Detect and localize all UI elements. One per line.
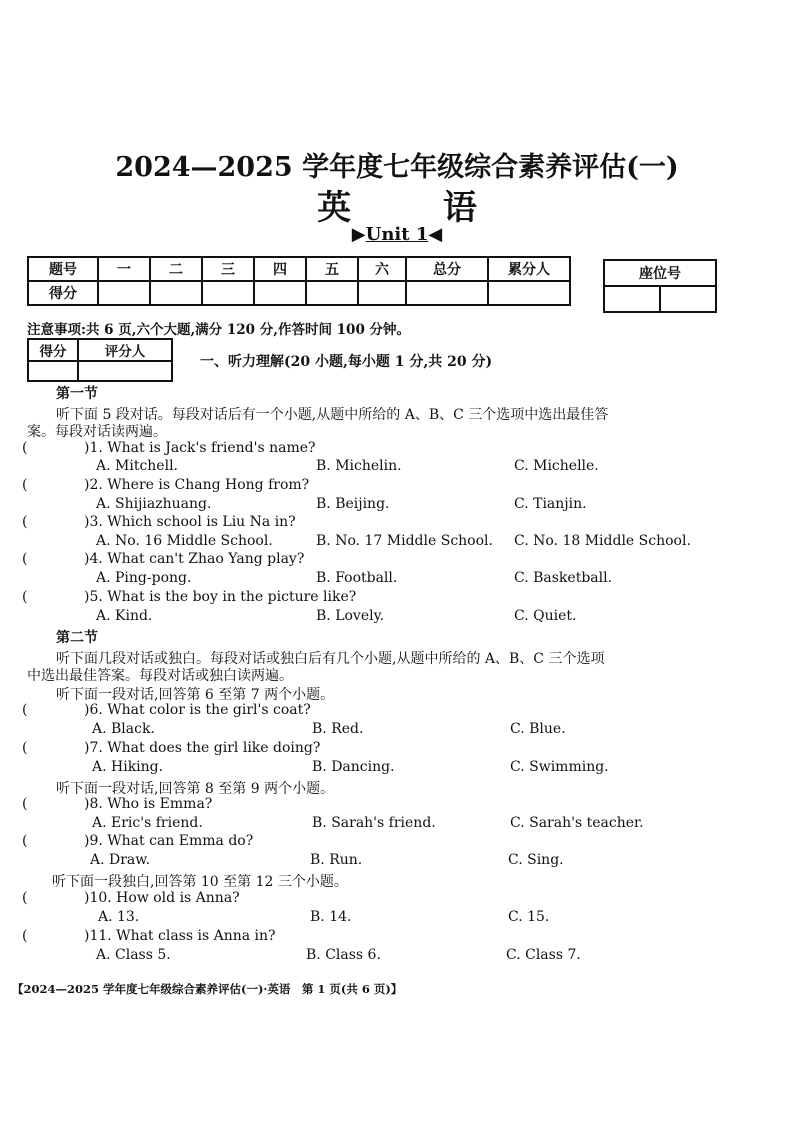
option-a: A. Hiking.	[92, 759, 164, 775]
option-a: A. Eric's friend.	[92, 815, 203, 831]
exam-title: 2024—2025 学年度七年级综合素养评估(一)	[115, 152, 679, 183]
option-c: C. No. 18 Middle School.	[514, 533, 691, 549]
option-a: A. Mitchell.	[96, 458, 178, 474]
option-a: A. Kind.	[96, 608, 153, 624]
score-cell[interactable]	[202, 281, 254, 305]
answer-blank[interactable]: (	[22, 833, 28, 849]
option-a: A. Black.	[92, 721, 155, 737]
option-b: B. Sarah's friend.	[312, 815, 436, 831]
option-c: C. Blue.	[510, 721, 566, 737]
score-col-6: 六	[358, 257, 406, 281]
answer-blank[interactable]: (	[22, 440, 28, 456]
answer-blank[interactable]: (	[22, 928, 28, 944]
sub-instruction-10-12: 听下面一段独白,回答第 10 至第 12 三个小题。	[52, 874, 348, 890]
score-cell[interactable]	[98, 281, 150, 305]
option-c: C. Swimming.	[510, 759, 609, 775]
option-c: C. Quiet.	[514, 608, 577, 624]
part2-instruction-cont: 中选出最佳答案。每段对话或独白读两遍。	[27, 668, 293, 684]
question-11	[22, 928, 276, 944]
score-cell[interactable]	[358, 281, 406, 305]
option-a: A. 13.	[98, 909, 140, 925]
score-row-label: 得分	[28, 281, 98, 305]
section-title-listening: 一、听力理解(20 小题,每小题 1 分,共 20 分)	[200, 354, 493, 370]
score-table-header-row	[28, 257, 570, 281]
option-b: B. Lovely.	[316, 608, 385, 624]
question-stem: )6. What color is the girl's coat?	[84, 702, 311, 718]
option-b: B. 14.	[310, 909, 352, 925]
option-b: B. Class 6.	[306, 947, 381, 963]
seat-number-cell[interactable]	[660, 286, 716, 312]
question-4	[22, 551, 304, 567]
score-table	[27, 256, 571, 306]
option-a: A. Class 5.	[96, 947, 171, 963]
score-cell[interactable]	[306, 281, 358, 305]
question-stem: )5. What is the boy in the picture like?	[84, 589, 357, 605]
question-2	[22, 477, 309, 493]
question-stem: )9. What can Emma do?	[84, 833, 254, 849]
option-c: C. Tianjin.	[514, 496, 587, 512]
question-5	[22, 589, 356, 605]
option-b: B. Run.	[310, 852, 363, 868]
score-col-4: 四	[254, 257, 306, 281]
score-table-score-row	[28, 281, 570, 305]
exam-notice: 注意事项:共 6 页,六个大题,满分 120 分,作答时间 100 分钟。	[27, 322, 411, 338]
question-stem: )11. What class is Anna in?	[84, 928, 276, 944]
option-b: B. Red.	[312, 721, 364, 737]
option-b: B. Beijing.	[316, 496, 390, 512]
answer-blank[interactable]: (	[22, 702, 28, 718]
score-cell[interactable]	[488, 281, 570, 305]
seat-number-box	[603, 259, 717, 313]
unit-right-arrow: ◀	[428, 224, 443, 245]
unit-name: Unit 1	[365, 224, 429, 245]
score-cell[interactable]	[150, 281, 202, 305]
score-col-3: 三	[202, 257, 254, 281]
option-a: A. Ping-pong.	[96, 570, 192, 586]
grader-box	[27, 338, 173, 382]
answer-blank[interactable]: (	[22, 890, 28, 906]
grader-score-label: 得分	[28, 339, 78, 361]
option-a: A. Shijiazhuang.	[96, 496, 212, 512]
score-cell[interactable]	[406, 281, 488, 305]
option-c: C. Sing.	[508, 852, 564, 868]
question-9	[22, 833, 253, 849]
part1-instruction-cont: 案。每段对话读两遍。	[27, 424, 167, 440]
grader-score-cell[interactable]	[28, 361, 78, 381]
subject-title: 英 语	[317, 188, 517, 228]
score-col-total: 总分	[406, 257, 488, 281]
part2-title: 第二节	[56, 630, 98, 646]
score-col-2: 二	[150, 257, 202, 281]
question-stem: )10. How old is Anna?	[84, 890, 240, 906]
answer-blank[interactable]: (	[22, 796, 28, 812]
option-c: C. Basketball.	[514, 570, 613, 586]
question-3	[22, 514, 296, 530]
question-stem: )3. Which school is Liu Na in?	[84, 514, 296, 530]
question-1	[22, 440, 316, 456]
option-c: C. Michelle.	[514, 458, 599, 474]
part2-instruction: 听下面几段对话或独白。每段对话或独白后有几个小题,从题中所给的 A、B、C 三个选项	[56, 651, 605, 667]
option-b: B. Michelin.	[316, 458, 402, 474]
grader-name-label: 评分人	[78, 339, 172, 361]
option-a: A. Draw.	[90, 852, 151, 868]
option-b: B. Football.	[316, 570, 398, 586]
option-c: C. 15.	[508, 909, 550, 925]
part1-title: 第一节	[56, 386, 98, 402]
question-stem: )2. Where is Chang Hong from?	[84, 477, 310, 493]
option-b: B. Dancing.	[312, 759, 395, 775]
question-stem: )8. Who is Emma?	[84, 796, 213, 812]
option-c: C. Class 7.	[506, 947, 581, 963]
question-stem: )4. What can't Zhao Yang play?	[84, 551, 305, 567]
answer-blank[interactable]: (	[22, 740, 28, 756]
sub-instruction-8-9: 听下面一段对话,回答第 8 至第 9 两个小题。	[56, 781, 335, 797]
score-row-label: 题号	[28, 257, 98, 281]
seat-number-cell[interactable]	[604, 286, 660, 312]
answer-blank[interactable]: (	[22, 477, 28, 493]
question-stem: )7. What does the girl like doing?	[84, 740, 321, 756]
question-10	[22, 890, 240, 906]
answer-blank[interactable]: (	[22, 589, 28, 605]
unit-left-arrow: ▶	[351, 224, 366, 245]
option-b: B. No. 17 Middle School.	[316, 533, 493, 549]
part1-instruction: 听下面 5 段对话。每段对话后有一个小题,从题中所给的 A、B、C 三个选项中选出最佳答	[56, 407, 609, 423]
question-stem: )1. What is Jack's friend's name?	[84, 440, 316, 456]
page-footer: 【2024—2025 学年度七年级综合素养评估(一)·英语 第 1 页(共 6 页)】	[12, 982, 403, 996]
score-cell[interactable]	[254, 281, 306, 305]
question-8	[22, 796, 212, 812]
unit-label	[0, 224, 794, 245]
score-col-tallier: 累分人	[488, 257, 570, 281]
sub-instruction-6-7: 听下面一段对话,回答第 6 至第 7 两个小题。	[56, 687, 335, 703]
score-col-1: 一	[98, 257, 150, 281]
seat-number-label: 座位号	[604, 260, 716, 286]
score-col-5: 五	[306, 257, 358, 281]
grader-name-cell[interactable]	[78, 361, 172, 381]
question-6	[22, 702, 311, 718]
answer-blank[interactable]: (	[22, 514, 28, 530]
option-c: C. Sarah's teacher.	[510, 815, 644, 831]
question-7	[22, 740, 320, 756]
option-a: A. No. 16 Middle School.	[96, 533, 273, 549]
answer-blank[interactable]: (	[22, 551, 28, 567]
